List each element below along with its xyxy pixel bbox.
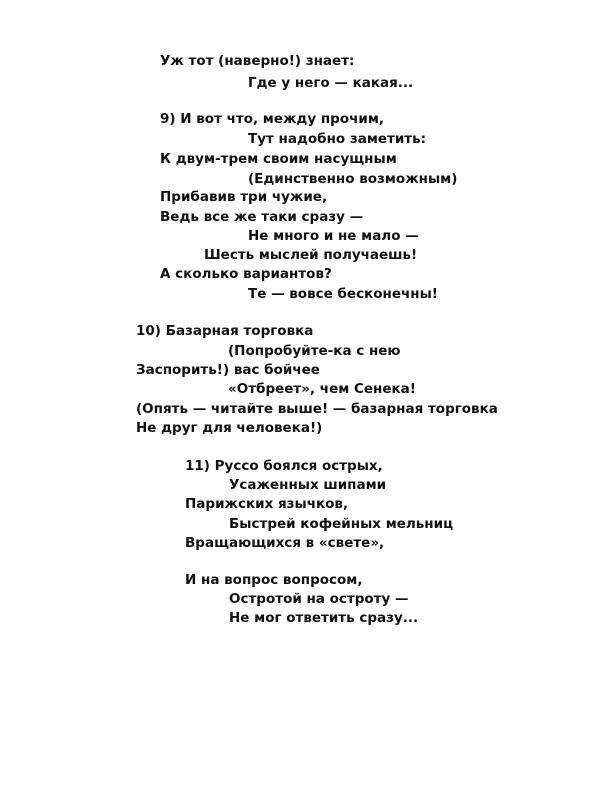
poem-line: Парижских язычков, (185, 496, 349, 512)
poem-line: А сколько вариантов? (160, 266, 332, 282)
poem-line: Уж тот (наверно!) знает: (160, 53, 355, 69)
poem-line: И на вопрос вопросом, (185, 572, 363, 588)
poem-line: 9) И вот что, между прочим, (160, 111, 384, 127)
poem-line: (Попробуйте-ка с нею (228, 343, 401, 359)
poem-line: Быстрей кофейных мельниц (229, 516, 454, 532)
poem-line: Тут надобно заметить: (248, 131, 427, 147)
poem-line: 10) Базарная торговка (136, 323, 314, 339)
poem-line: Не друг для человека!) (136, 420, 323, 436)
poem-line: Заспорить!) вас бойчее (136, 362, 320, 378)
poem-line: Ведь все же таки сразу — (160, 209, 364, 225)
poem-line: Не много и не мало — (248, 228, 419, 244)
poem-line: 11) Руссо боялся острых, (185, 458, 383, 474)
poem-line: (Опять — читайте выше! — базарная торговка (136, 401, 498, 417)
poem-line: Остротой на остроту — (229, 591, 409, 607)
poem-line: Те — вовсе бесконечны! (248, 286, 438, 302)
poem-line: Не мог ответить сразу... (229, 610, 419, 626)
poem-line: Вращающихся в «свете», (185, 535, 385, 551)
poem-line: Усаженных шипами (229, 477, 387, 493)
poem-line: Шесть мыслей получаешь! (204, 247, 418, 263)
poem-line: (Единственно возможным) (248, 171, 458, 187)
poem-line: К двум-трем своим насущным (160, 151, 397, 167)
poem-line: Прибавив три чужие, (160, 189, 328, 205)
poem-line: «Отбреет», чем Сенека! (228, 381, 416, 397)
poem-line: Где у него — какая... (248, 75, 414, 91)
